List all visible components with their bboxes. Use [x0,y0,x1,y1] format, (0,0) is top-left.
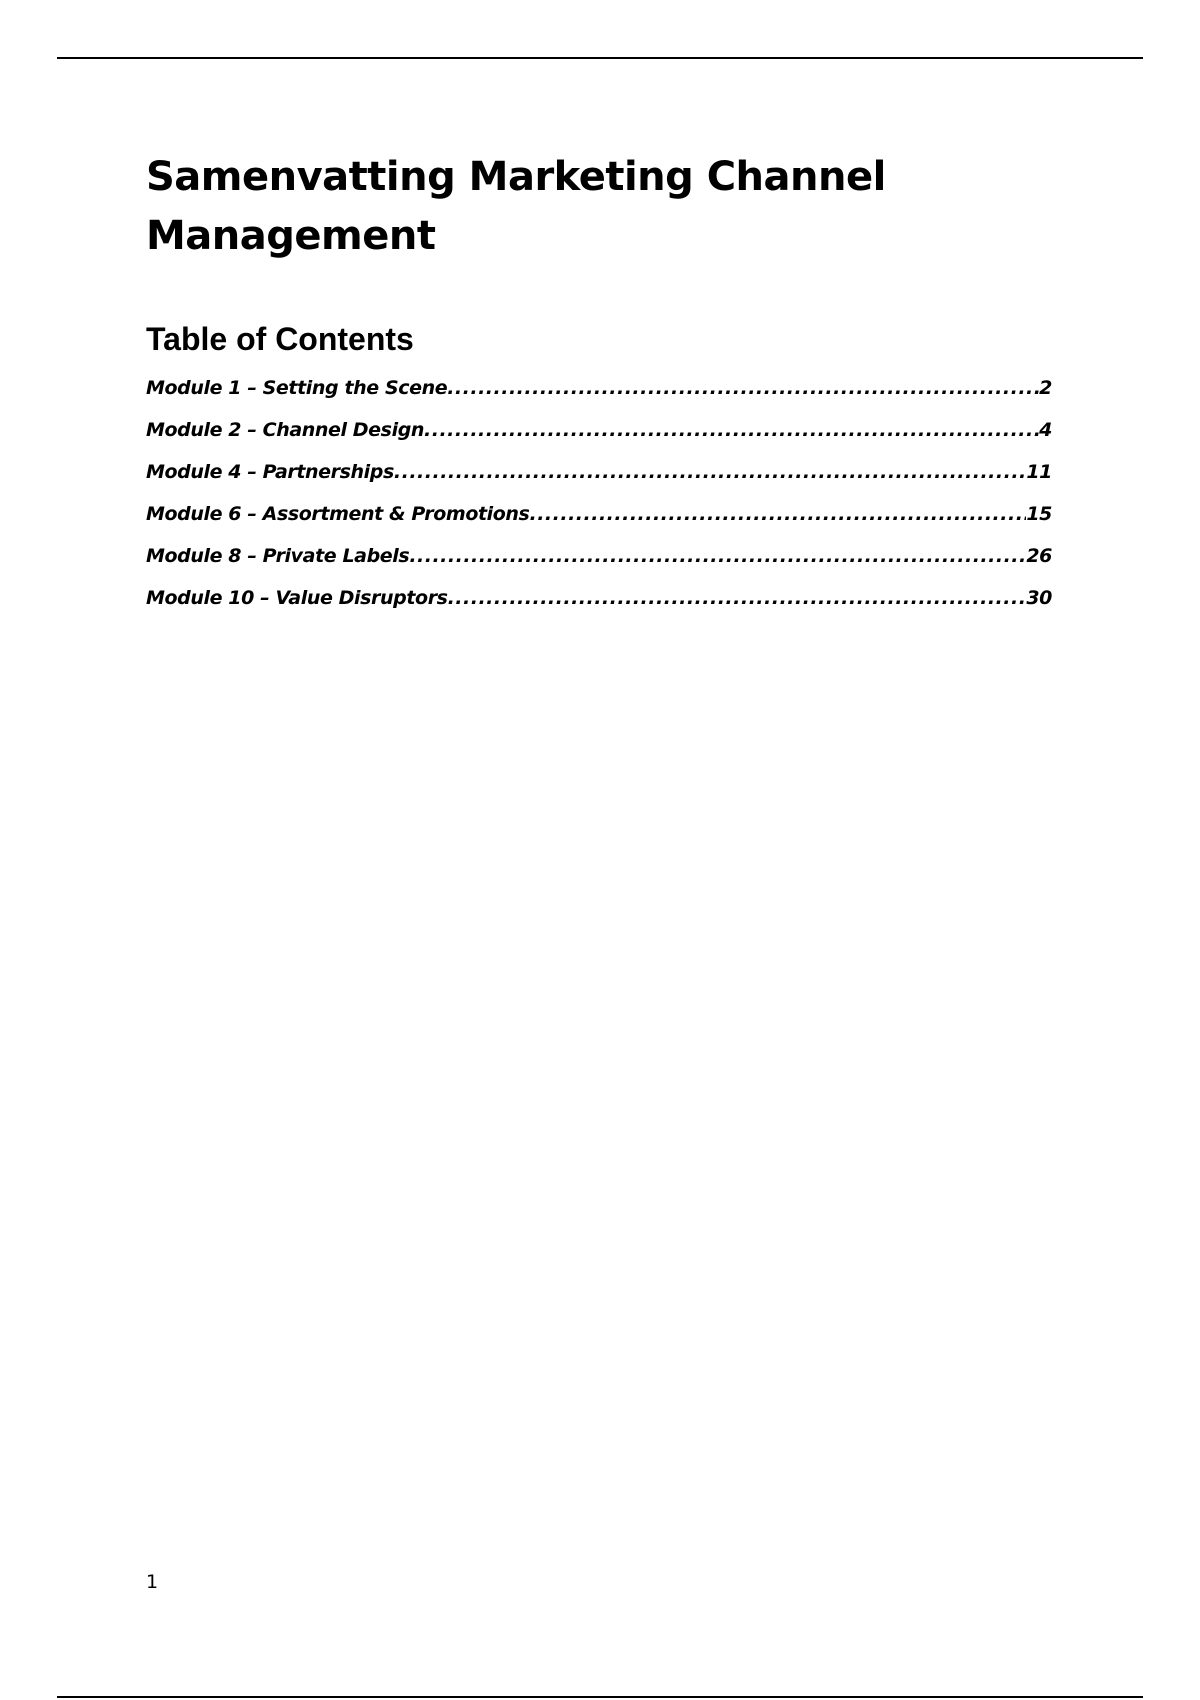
toc-entry[interactable] [146,577,1052,619]
page-content [146,148,1052,619]
toc-entry-page: 2 [1039,377,1052,399]
toc-entry-label: Module 4 – Partnerships [146,461,394,483]
document-title: Samenvatting Marketing Channel Management [146,154,886,259]
toc-entry-label: Module 2 – Channel Design [146,419,425,441]
toc-entry[interactable] [146,535,1052,577]
toc-dot-leader [394,451,1026,493]
toc-entry-page: 30 [1026,587,1052,609]
header-rule [57,57,1143,59]
toc-entry-page: 11 [1026,461,1052,483]
footer-rule [57,1696,1143,1698]
toc-dot-leader [447,367,1039,409]
toc-entry[interactable] [146,367,1052,409]
toc-dot-leader [529,493,1026,535]
toc-entry-label: Module 8 – Private Labels [146,545,410,567]
toc-entry-label: Module 6 – Assortment & Promotions [146,503,530,525]
toc-heading: Table of Contents [146,321,414,357]
table-of-contents [146,367,1052,619]
toc-dot-leader [424,409,1039,451]
toc-entry-page: 26 [1026,545,1052,567]
toc-dot-leader [448,577,1027,619]
toc-entry-page: 15 [1026,503,1052,525]
toc-entry[interactable] [146,493,1052,535]
toc-entry-page: 4 [1039,419,1052,441]
page-number: 1 [146,1571,159,1593]
toc-entry-label: Module 1 – Setting the Scene [146,377,448,399]
toc-entry-label: Module 10 – Value Disruptors [146,587,448,609]
toc-entry[interactable] [146,409,1052,451]
toc-entry[interactable] [146,451,1052,493]
toc-dot-leader [409,535,1026,577]
